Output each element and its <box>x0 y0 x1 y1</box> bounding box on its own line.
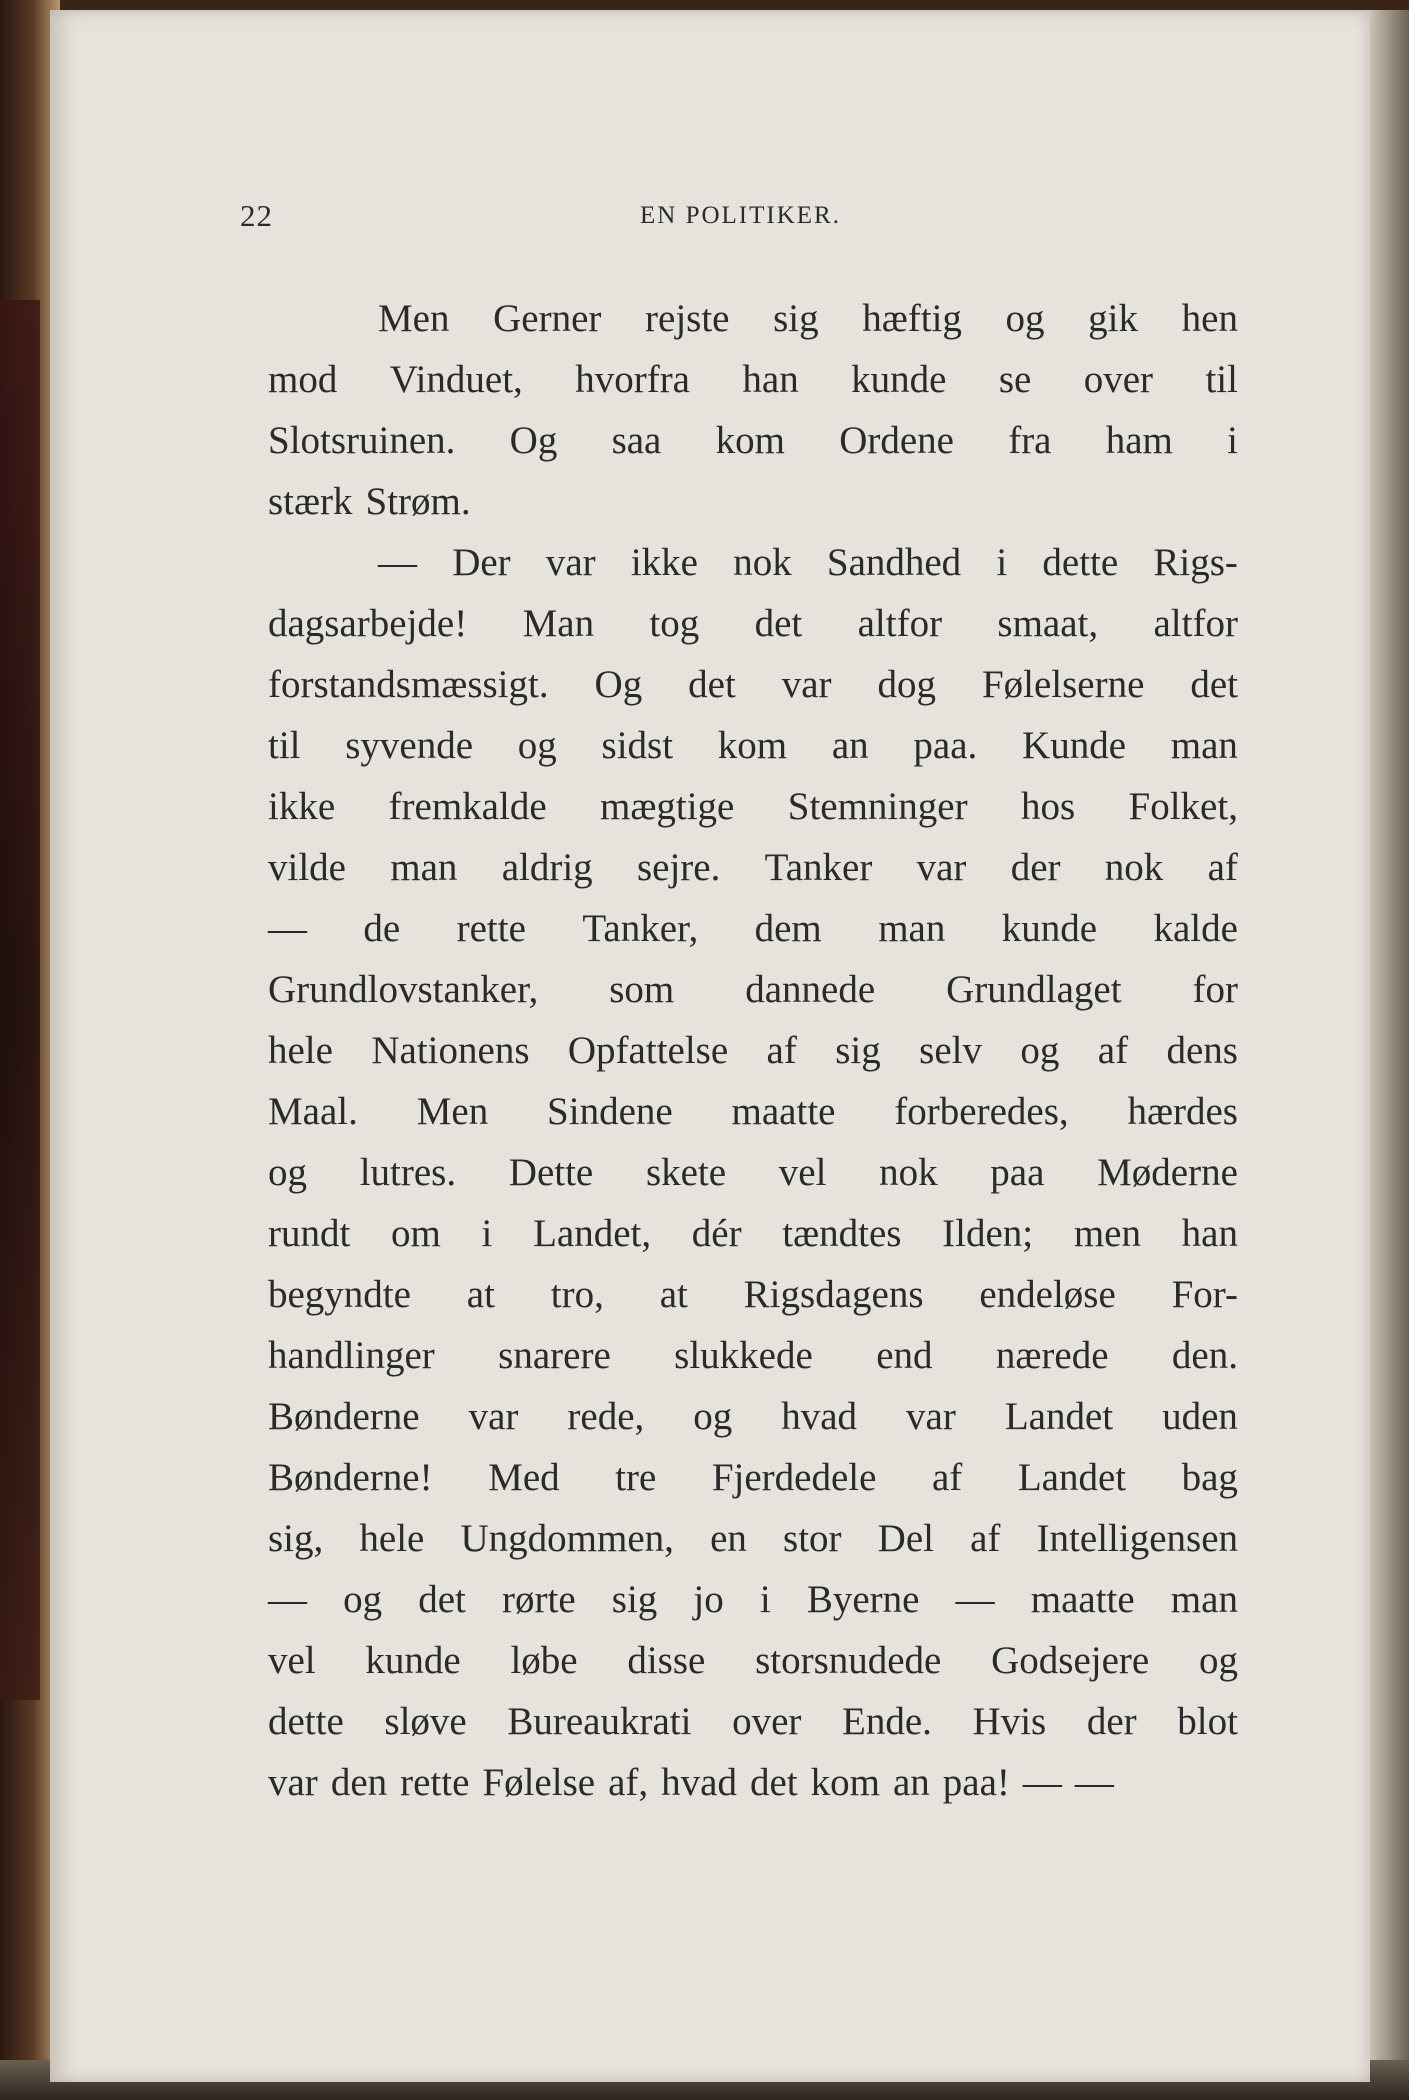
word: bag <box>1181 1456 1238 1499</box>
word: om <box>391 1212 441 1255</box>
word: snarere <box>498 1334 611 1377</box>
word: han <box>1181 1212 1238 1255</box>
text-line <box>268 1203 1238 1264</box>
word: det <box>749 1761 798 1804</box>
word: saa <box>611 419 662 462</box>
text-line <box>268 959 1238 1020</box>
word: altfor <box>1153 602 1238 645</box>
word: løbe <box>510 1639 578 1682</box>
word: dens <box>1166 1029 1238 1072</box>
word: var <box>916 846 967 889</box>
word: at <box>659 1273 688 1316</box>
word: hvorfra <box>575 358 690 401</box>
word: der <box>1010 846 1061 889</box>
word: af <box>931 1456 963 1499</box>
word: Maal. <box>268 1090 358 1133</box>
word: man <box>390 846 458 889</box>
word: rejste <box>645 297 730 340</box>
text-line <box>268 1508 1238 1569</box>
word: for <box>1192 968 1238 1011</box>
word: mod <box>268 358 338 401</box>
word: maatte <box>1030 1578 1135 1621</box>
word: rede, <box>567 1395 645 1438</box>
word: kunde <box>851 358 947 401</box>
word: dog <box>877 663 936 706</box>
word: sidst <box>601 724 674 767</box>
word: Ende. <box>842 1700 932 1743</box>
word: Man <box>522 602 595 645</box>
word: Følelse <box>482 1761 596 1804</box>
word: vel <box>778 1151 827 1194</box>
word: — <box>268 907 307 950</box>
word: Følelserne <box>981 663 1145 706</box>
word: sløve <box>384 1700 467 1743</box>
word: endeløse <box>979 1273 1116 1316</box>
word: Grundlaget <box>946 968 1122 1011</box>
word: det <box>688 663 736 706</box>
word: af <box>1207 846 1238 889</box>
word: Opfattelse <box>567 1029 729 1072</box>
word: disse <box>627 1639 706 1682</box>
word: han <box>742 358 799 401</box>
word: af <box>1097 1029 1129 1072</box>
word: sig <box>773 297 819 340</box>
word: Landet <box>1017 1456 1127 1499</box>
word: over <box>732 1700 802 1743</box>
word: Grundlovstanker, <box>268 968 539 1011</box>
word: over <box>1083 358 1154 401</box>
word: Med <box>488 1456 560 1499</box>
word: — <box>1074 1761 1114 1804</box>
word: det <box>754 602 803 645</box>
word: kom <box>810 1761 880 1804</box>
word: kalde <box>1153 907 1238 950</box>
word: Stemninger <box>787 785 968 828</box>
word: man <box>1170 724 1238 767</box>
word: Tanker <box>764 846 873 889</box>
word: Ilden; <box>942 1212 1034 1255</box>
word: og <box>268 1151 307 1194</box>
word: Dette <box>508 1151 594 1194</box>
word: Ungdommen, <box>460 1517 674 1560</box>
word: nok <box>879 1151 938 1194</box>
word: ham <box>1105 419 1173 462</box>
word: Folket, <box>1128 785 1238 828</box>
text-line <box>268 349 1238 410</box>
word: dagsarbejde! <box>268 602 468 645</box>
word: jo <box>693 1578 724 1621</box>
text-line <box>268 1447 1238 1508</box>
word: — <box>1022 1761 1062 1804</box>
word: tro, <box>550 1273 604 1316</box>
text-line <box>268 1264 1238 1325</box>
word: an <box>892 1761 930 1804</box>
word: gik <box>1088 297 1139 340</box>
word: Ordene <box>839 419 954 462</box>
word: at <box>466 1273 495 1316</box>
word: Rigsdagens <box>743 1273 924 1316</box>
word: tog <box>649 602 700 645</box>
book-cover-edge <box>0 300 40 1700</box>
word: som <box>609 968 675 1011</box>
word: Del <box>877 1517 934 1560</box>
word: Tanker, <box>582 907 699 950</box>
word: nok <box>1104 846 1164 889</box>
word: af <box>766 1029 797 1072</box>
word: der <box>1086 1700 1137 1743</box>
page-stack-edge <box>1370 10 1409 2082</box>
text-line <box>268 1691 1238 1752</box>
word: paa. <box>913 724 978 767</box>
word: det <box>418 1578 466 1621</box>
word: Og <box>509 419 558 462</box>
word: og <box>1198 1639 1238 1682</box>
word: en <box>710 1517 747 1560</box>
word: hæftig <box>862 297 962 340</box>
text-line <box>268 1325 1238 1386</box>
word: Møderne <box>1097 1151 1238 1194</box>
word: Fjerdedele <box>711 1456 877 1499</box>
word: rundt <box>268 1212 351 1255</box>
word: mægtige <box>600 785 735 828</box>
word: Kunde <box>1022 724 1127 767</box>
word: og <box>343 1578 383 1621</box>
word: hen <box>1181 297 1238 340</box>
word: hos <box>1020 785 1076 828</box>
word: tre <box>615 1456 657 1499</box>
word: skete <box>645 1151 727 1194</box>
word: blot <box>1177 1700 1238 1743</box>
text-line <box>268 1752 1238 1813</box>
word: af <box>970 1517 1001 1560</box>
word: sig, <box>268 1517 324 1560</box>
word: man <box>1170 1578 1238 1621</box>
word: storsnudede <box>755 1639 942 1682</box>
word: se <box>998 358 1032 401</box>
word: den. <box>1171 1334 1238 1377</box>
word: uden <box>1162 1395 1238 1438</box>
word: Rigs- <box>1153 541 1238 584</box>
word: paa! <box>942 1761 1010 1804</box>
word: rørte <box>502 1578 576 1621</box>
word: sig <box>611 1578 658 1621</box>
word: var <box>268 1761 318 1804</box>
word: maatte <box>731 1090 836 1133</box>
word: hærdes <box>1127 1090 1238 1133</box>
word: — <box>955 1578 995 1621</box>
word: var <box>781 663 832 706</box>
word: i <box>759 1578 771 1621</box>
text-line <box>268 715 1238 776</box>
word: — <box>268 1578 307 1621</box>
word: var <box>545 541 596 584</box>
word: fra <box>1008 419 1052 462</box>
word: vel <box>268 1639 316 1682</box>
text-line <box>268 1081 1238 1142</box>
word: i <box>996 541 1008 584</box>
word: i <box>481 1212 493 1255</box>
word: ikke <box>268 785 336 828</box>
word: Landet, <box>533 1212 652 1255</box>
word: rette <box>456 907 526 950</box>
text-line <box>268 1142 1238 1203</box>
word: smaat, <box>997 602 1099 645</box>
text-line <box>268 654 1238 715</box>
word: Godsejere <box>991 1639 1150 1682</box>
word: dem <box>754 907 822 950</box>
word: man <box>878 907 946 950</box>
body-text <box>268 288 1238 1813</box>
word: Vinduet, <box>389 358 523 401</box>
word: Landet <box>1004 1395 1114 1438</box>
word: — <box>378 541 417 584</box>
text-line <box>268 1386 1238 1447</box>
word: an <box>831 724 869 767</box>
word: fremkalde <box>388 785 547 828</box>
word: Bønderne! <box>268 1456 433 1499</box>
word: altfor <box>857 602 943 645</box>
text-line <box>268 593 1238 654</box>
word: sejre. <box>636 846 721 889</box>
word: Sindene <box>547 1090 673 1133</box>
text-line <box>268 1020 1238 1081</box>
word: og <box>1020 1029 1060 1072</box>
word: hvad <box>781 1395 858 1438</box>
text-line <box>268 1630 1238 1691</box>
running-title: EN POLITIKER. <box>640 202 841 229</box>
word: Og <box>594 663 643 706</box>
word: lutres. <box>359 1151 457 1194</box>
word: paa <box>990 1151 1045 1194</box>
word: Hvis <box>972 1700 1047 1743</box>
word: af, <box>608 1761 649 1804</box>
word: vilde <box>268 846 346 889</box>
word: det <box>1190 663 1238 706</box>
word: Men <box>416 1090 489 1133</box>
word: den <box>330 1761 388 1804</box>
word: til <box>268 724 301 767</box>
word: i <box>1227 419 1238 462</box>
word: syvende <box>345 724 474 767</box>
word: forstandsmæssigt. <box>268 663 549 706</box>
word: dette <box>1042 541 1119 584</box>
word: dannede <box>745 968 876 1011</box>
word: til <box>1205 358 1238 401</box>
text-line <box>268 471 1238 532</box>
word: Bureaukrati <box>507 1700 692 1743</box>
word: stor <box>783 1517 842 1560</box>
word: Byerne <box>806 1578 920 1621</box>
word: hele <box>359 1517 425 1560</box>
word: kunde <box>1001 907 1098 950</box>
word: rette <box>400 1761 470 1804</box>
word: nærede <box>995 1334 1109 1377</box>
word: stærk <box>268 480 353 523</box>
word: Strøm. <box>365 480 471 523</box>
word: kom <box>715 419 785 462</box>
word: og <box>1005 297 1045 340</box>
word: nok <box>733 541 792 584</box>
word: Sandhed <box>826 541 962 584</box>
text-line <box>268 410 1238 471</box>
text-line <box>268 1569 1238 1630</box>
word: slukkede <box>674 1334 813 1377</box>
word: Nationens <box>371 1029 530 1072</box>
word: ikke <box>630 541 698 584</box>
word: Bønderne <box>268 1395 420 1438</box>
word: forberedes, <box>894 1090 1069 1133</box>
text-line <box>268 898 1238 959</box>
word: kom <box>717 724 788 767</box>
text-line <box>268 837 1238 898</box>
word: sig <box>835 1029 881 1072</box>
page-header <box>240 198 1250 238</box>
word: hele <box>268 1029 333 1072</box>
word: og <box>517 724 557 767</box>
word: de <box>363 907 401 950</box>
text-line <box>268 288 1238 349</box>
word: dette <box>268 1700 344 1743</box>
word: Slotsruinen. <box>268 419 456 462</box>
word: Men <box>378 297 450 340</box>
word: kunde <box>365 1639 461 1682</box>
word: begyndte <box>268 1273 411 1316</box>
word: tændtes <box>782 1212 902 1255</box>
word: og <box>693 1395 733 1438</box>
word: end <box>876 1334 933 1377</box>
word: hvad <box>661 1761 737 1804</box>
word: var <box>906 1395 956 1438</box>
text-line <box>268 532 1238 593</box>
word: dér <box>691 1212 742 1255</box>
word: selv <box>919 1029 982 1072</box>
word: men <box>1073 1212 1141 1255</box>
word: aldrig <box>501 846 593 889</box>
text-line <box>268 776 1238 837</box>
word: Intelligensen <box>1036 1517 1238 1560</box>
word: Der <box>452 541 511 584</box>
page-number: 22 <box>240 198 273 233</box>
word: var <box>468 1395 519 1438</box>
word: For- <box>1171 1273 1238 1316</box>
word: Gerner <box>493 297 602 340</box>
word: handlinger <box>268 1334 435 1377</box>
